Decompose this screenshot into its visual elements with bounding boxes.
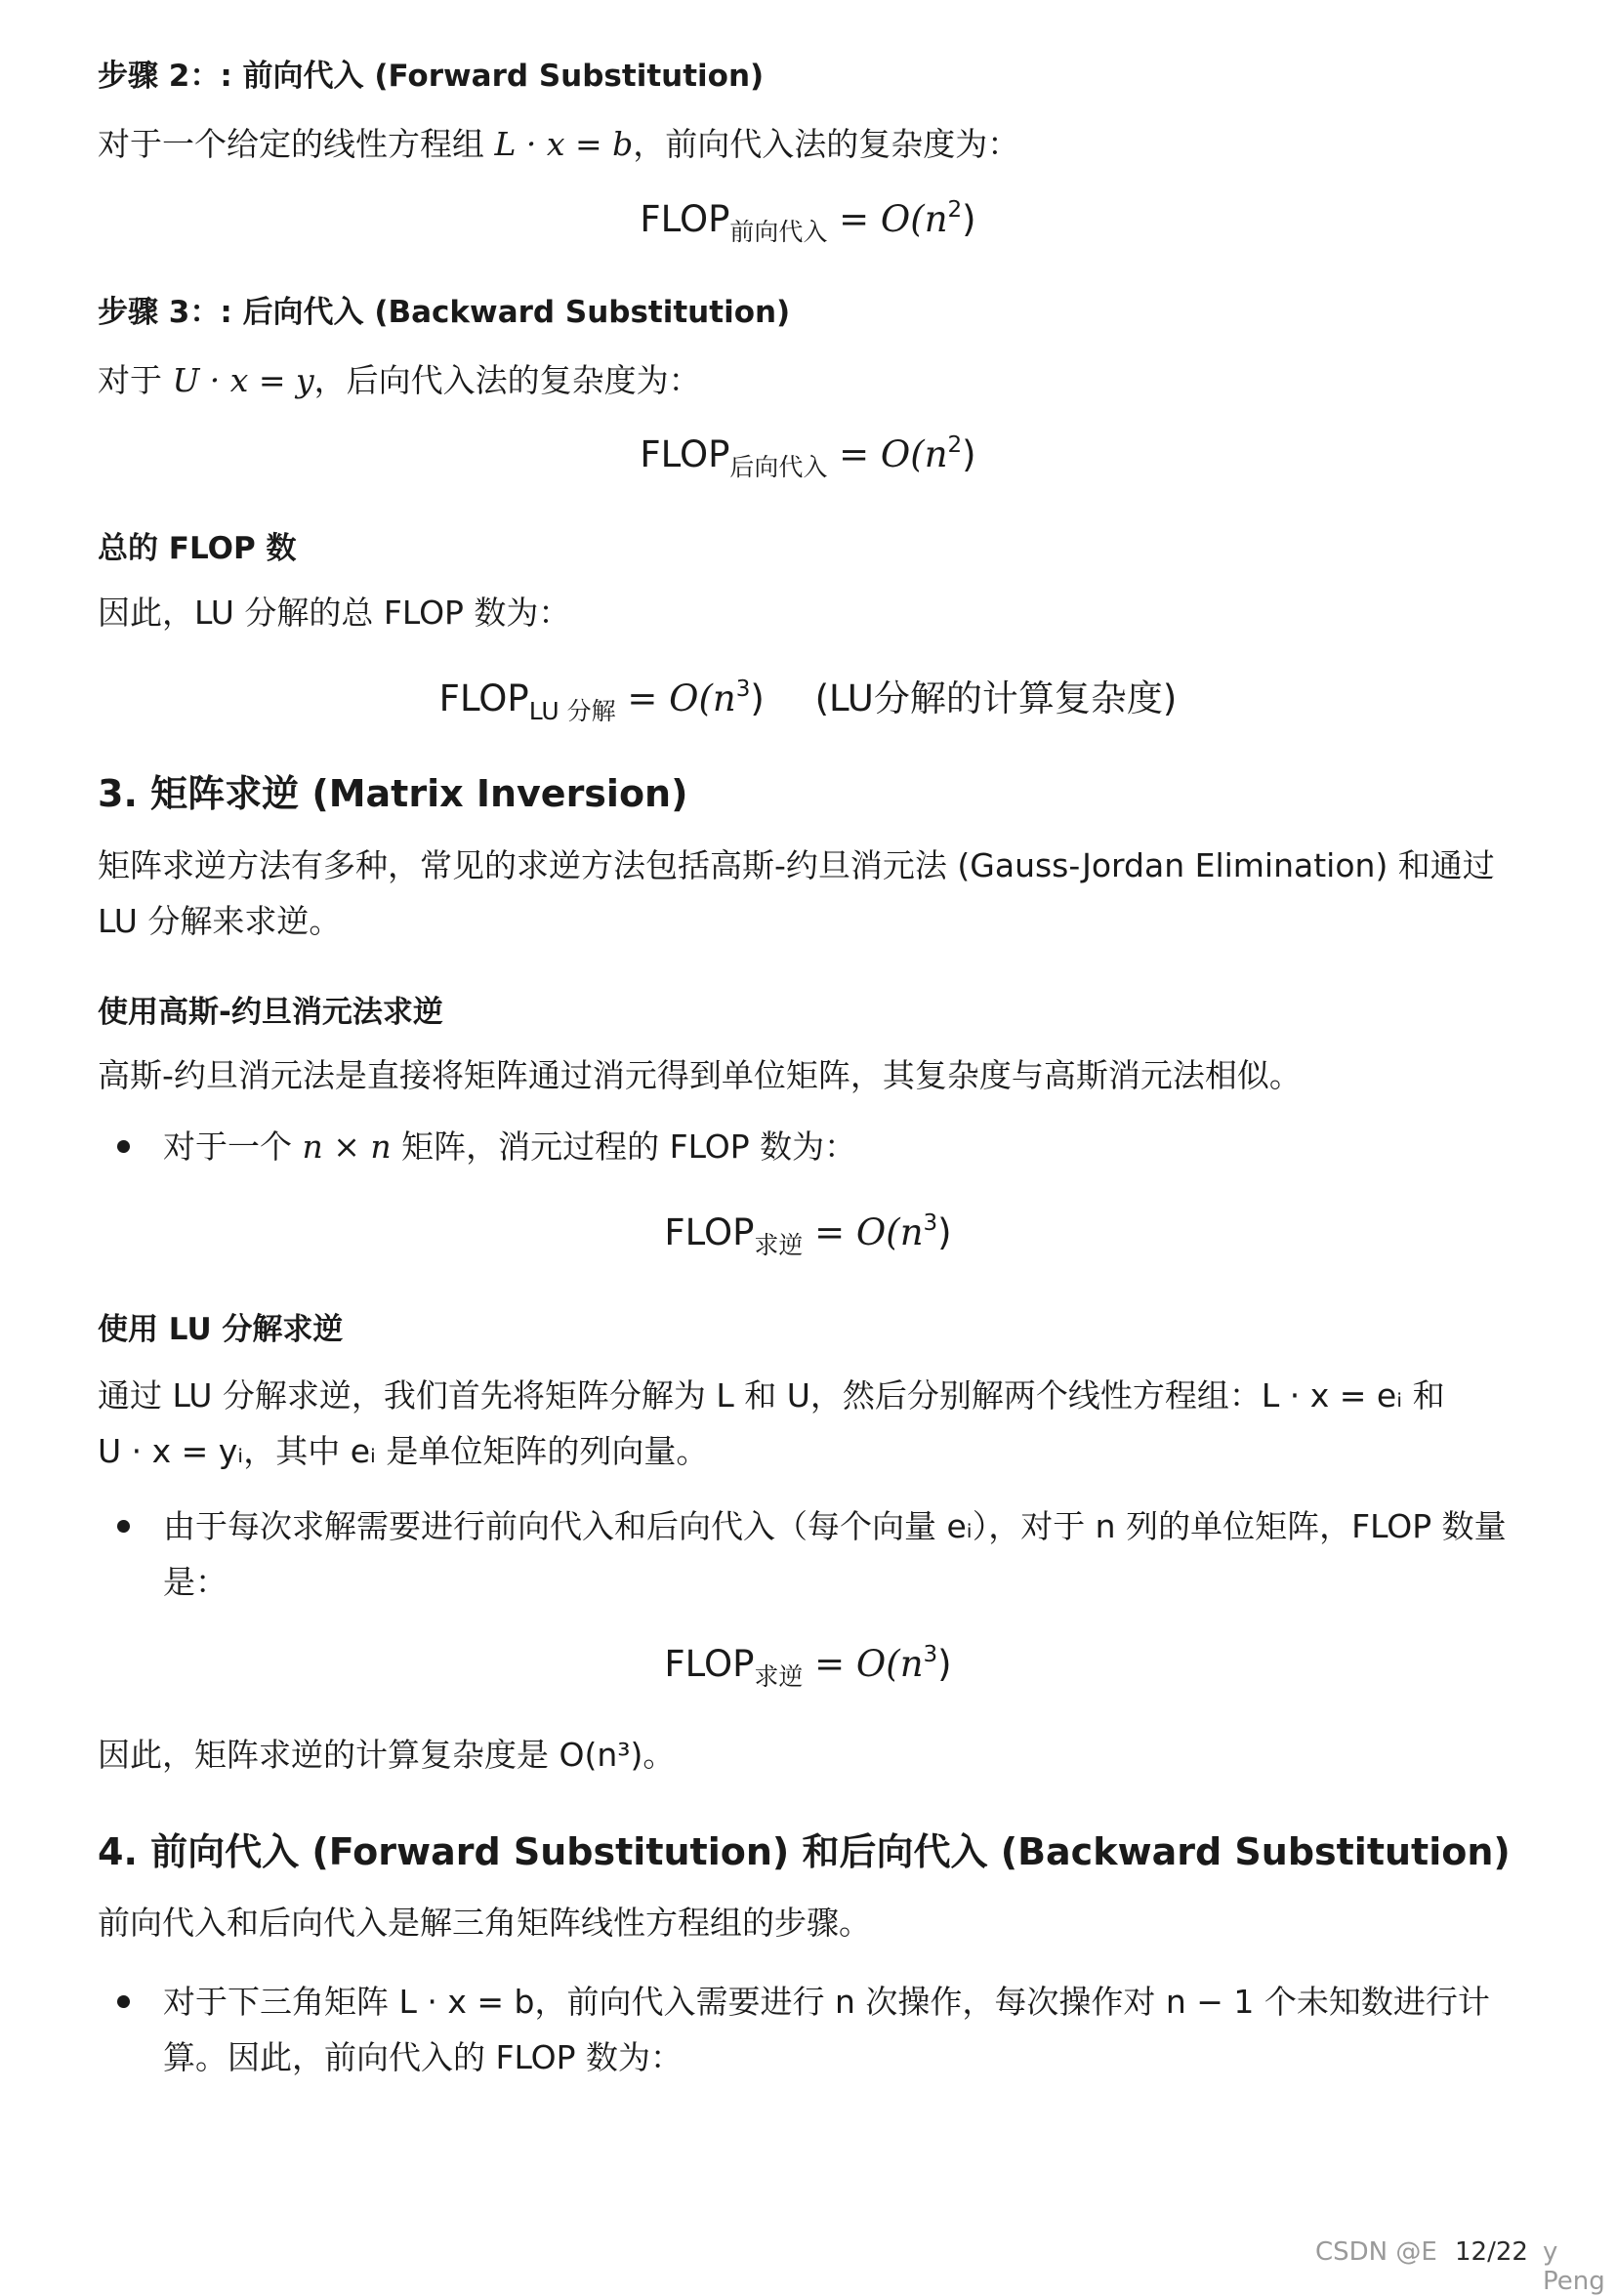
lu-formula-rhs: = O(n — [803, 1643, 924, 1685]
step2-heading: 步骤 2：: 前向代入 (Forward Substitution) — [98, 59, 765, 94]
lu-text-line2: U · x = yᵢ，其中 eᵢ 是单位矩阵的列向量。 — [98, 1432, 709, 1470]
watermark: CSDN @E — [1315, 2237, 1437, 2267]
section3-intro-line1: 矩阵求逆方法有多种，常见的求逆方法包括高斯-约旦消元法 (Gauss-Jordan Elimination) 和通过 — [98, 846, 1495, 884]
step3-formula-main: FLOP — [640, 433, 730, 475]
step2-formula-main: FLOP — [640, 198, 730, 240]
gj-formula — [0, 1210, 1616, 1261]
step2-text-pre: 对于一个给定的线性方程组 — [98, 125, 495, 163]
step3-formula-end: ) — [962, 433, 976, 475]
total-heading: 总的 FLOP 数 — [98, 531, 297, 566]
step3-inline-eq: U · x = y — [172, 361, 314, 399]
gj-text: 高斯-约旦消元法是直接将矩阵通过消元得到单位矩阵，其复杂度与高斯消元法相似。 — [98, 1056, 1302, 1094]
section4-heading: 4. 前向代入 (Forward Substitution) 和后向代入 (Backward Substitution) — [98, 1830, 1511, 1873]
gj-bullet-post: 矩阵，消元过程的 FLOP 数为： — [391, 1128, 857, 1166]
lu-bullet-line1: 由于每次求解需要进行前向代入和后向代入（每个向量 eᵢ），对于 n 列的单位矩阵，FLOP 数量 — [163, 1507, 1507, 1545]
bullet-dot — [117, 1140, 130, 1153]
section4-bullet-line2: 算。因此，前向代入的 FLOP 数为： — [163, 2038, 684, 2076]
lu-bullet-line2: 是： — [163, 1563, 228, 1601]
step3-formula — [0, 432, 1616, 483]
total-formula-sup: 3 — [735, 676, 751, 702]
gj-formula-rhs: = O(n — [803, 1211, 924, 1253]
step3-text-pre: 对于 — [98, 361, 173, 399]
lu-formula-sup: 3 — [923, 1642, 938, 1667]
section4-bullet-line1: 对于下三角矩阵 L · x = b，前向代入需要进行 n 次操作，每次操作对 n − 1 个未知数进行计 — [163, 1983, 1490, 2021]
step3-heading: 步骤 3：: 后向代入 (Backward Substitution) — [98, 295, 791, 330]
total-formula-end: ) — [750, 677, 765, 719]
lu-text-line1: 通过 LU 分解求逆，我们首先将矩阵分解为 L 和 U，然后分别解两个线性方程组：L · x = eᵢ 和 — [98, 1376, 1445, 1414]
step2-inline-eq: L · x = b — [494, 125, 634, 163]
lu-formula — [0, 1642, 1616, 1693]
section3-conclusion: 因此，矩阵求逆的计算复杂度是 O(n³)。 — [98, 1736, 676, 1774]
step2-formula-sub: 前向代入 — [729, 218, 828, 246]
step2-text-post: ，前向代入法的复杂度为： — [633, 125, 1020, 163]
step2-formula-sup: 2 — [947, 197, 963, 223]
step3-formula-rhs: = O(n — [827, 433, 948, 475]
lu-formula-end: ) — [937, 1643, 952, 1685]
total-formula-note: (LU分解的计算复杂度) — [814, 677, 1178, 719]
gj-bullet-pre: 对于一个 — [163, 1128, 303, 1166]
lu-formula-sub: 求逆 — [754, 1662, 804, 1691]
total-text: 因此，LU 分解的总 FLOP 数为： — [98, 594, 571, 632]
total-formula-rhs: = O(n — [615, 677, 736, 719]
lu-formula-main: FLOP — [664, 1643, 755, 1685]
gj-formula-sub: 求逆 — [754, 1231, 804, 1259]
lu-heading: 使用 LU 分解求逆 — [98, 1312, 344, 1347]
section3-heading: 3. 矩阵求逆 (Matrix Inversion) — [98, 772, 688, 815]
gj-formula-sup: 3 — [923, 1210, 938, 1236]
step2-text — [98, 115, 1518, 173]
total-formula — [0, 669, 1616, 727]
section4-intro: 前向代入和后向代入是解三角矩阵线性方程组的步骤。 — [98, 1904, 871, 1942]
gj-heading: 使用高斯-约旦消元法求逆 — [98, 995, 443, 1030]
gj-bullet-math: n × n — [302, 1128, 392, 1166]
gj-formula-main: FLOP — [664, 1211, 755, 1253]
total-formula-main: FLOP — [438, 677, 529, 719]
watermark-tail: y Peng — [1543, 2237, 1605, 2296]
step2-formula-rhs: = O(n — [827, 198, 948, 240]
gj-formula-end: ) — [937, 1211, 952, 1253]
bullet-dot — [117, 1995, 130, 2008]
step3-text — [98, 351, 1518, 409]
step3-text-post: ，后向代入法的复杂度为： — [313, 361, 701, 399]
step2-formula — [0, 197, 1616, 248]
bullet-dot — [117, 1520, 130, 1533]
step3-formula-sup: 2 — [947, 432, 963, 458]
gj-bullet — [163, 1118, 1518, 1175]
section3-intro-line2: LU 分解来求逆。 — [98, 902, 342, 940]
total-formula-sub: LU 分解 — [528, 697, 616, 725]
step2-formula-end: ) — [962, 198, 976, 240]
page-number: 12/22 — [1455, 2237, 1528, 2267]
step3-formula-sub: 后向代入 — [729, 453, 828, 481]
